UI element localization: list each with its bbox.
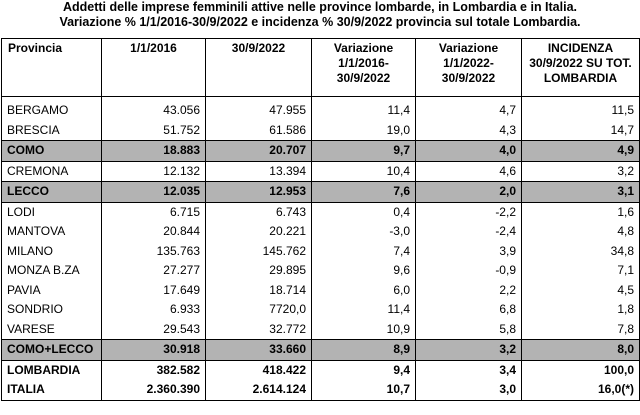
column-header-variazione-2022 <box>416 39 522 97</box>
table-row <box>2 182 640 203</box>
value-cell-incidenza: 7,8 <box>522 320 640 340</box>
value-cell-variazione-2022: 3,0 <box>416 380 522 400</box>
value-cell-date-2022: 6.743 <box>206 202 312 222</box>
value-cell-incidenza: 1,8 <box>522 300 640 320</box>
column-header-provincia <box>2 39 102 97</box>
column-header-line: 1/1/2022- <box>443 56 494 70</box>
column-header-line: 30/9/2022 <box>441 71 496 85</box>
value-cell-date-2016: 6.715 <box>102 202 206 222</box>
value-cell-variazione-2022: 4,0 <box>416 141 522 162</box>
table-title <box>0 0 640 38</box>
value-cell-date-2016: 2.360.390 <box>102 380 206 400</box>
province-name-cell: VARESE <box>2 320 102 340</box>
province-name-cell: MILANO <box>2 242 102 262</box>
title-line-2: Variazione % 1/1/2016-30/9/2022 e incidenza % 30/9/2022 provincia sul totale Lombardia. <box>59 15 581 29</box>
value-cell-incidenza: 100,0 <box>522 360 640 380</box>
column-header-line: Variazione <box>438 41 499 55</box>
column-header-line: 30/9/2022 SU TOT. <box>529 56 632 70</box>
column-header-line: Variazione <box>333 41 394 55</box>
column-header-line: Provincia <box>8 41 63 55</box>
value-cell-variazione-2016-2022: 11,4 <box>312 97 416 121</box>
value-cell-date-2022: 29.895 <box>206 261 312 281</box>
column-header-incidenza <box>522 39 640 97</box>
table-row <box>2 281 640 301</box>
value-cell-incidenza: 3,2 <box>522 161 640 182</box>
province-name-cell: MONZA B.ZA <box>2 261 102 281</box>
value-cell-variazione-2022: 4,6 <box>416 161 522 182</box>
value-cell-variazione-2022: 5,8 <box>416 320 522 340</box>
province-name-cell: MANTOVA <box>2 222 102 242</box>
table-row <box>2 320 640 340</box>
value-cell-date-2016: 12.035 <box>102 182 206 203</box>
value-cell-date-2016: 27.277 <box>102 261 206 281</box>
value-cell-variazione-2016-2022: 10,4 <box>312 161 416 182</box>
value-cell-variazione-2016-2022: 10,9 <box>312 320 416 340</box>
value-cell-incidenza: 3,1 <box>522 182 640 203</box>
value-cell-variazione-2016-2022: 10,7 <box>312 380 416 400</box>
province-name-cell: COMO+LECCO <box>2 340 102 361</box>
table-row <box>2 141 640 162</box>
value-cell-variazione-2016-2022: 7,4 <box>312 242 416 262</box>
value-cell-incidenza: 1,6 <box>522 202 640 222</box>
value-cell-date-2022: 20.221 <box>206 222 312 242</box>
value-cell-incidenza: 11,5 <box>522 97 640 121</box>
value-cell-date-2022: 7720,0 <box>206 300 312 320</box>
table-row <box>2 97 640 121</box>
province-name-cell: BRESCIA <box>2 121 102 141</box>
province-name-cell: LODI <box>2 202 102 222</box>
value-cell-incidenza: 4,9 <box>522 141 640 162</box>
column-header-line: 1/1/2016 <box>130 41 177 55</box>
province-name-cell: COMO <box>2 141 102 162</box>
value-cell-variazione-2016-2022: 11,4 <box>312 300 416 320</box>
value-cell-date-2022: 61.586 <box>206 121 312 141</box>
value-cell-date-2022: 47.955 <box>206 97 312 121</box>
value-cell-variazione-2016-2022: 19,0 <box>312 121 416 141</box>
column-header-variazione-2016-2022 <box>312 39 416 97</box>
value-cell-date-2016: 382.582 <box>102 360 206 380</box>
value-cell-date-2022: 13.394 <box>206 161 312 182</box>
table-row <box>2 222 640 242</box>
table-row <box>2 242 640 262</box>
value-cell-variazione-2016-2022: 9,6 <box>312 261 416 281</box>
column-header-line: 30/9/2022 <box>336 71 391 85</box>
value-cell-variazione-2022: 4,3 <box>416 121 522 141</box>
value-cell-variazione-2016-2022: 9,7 <box>312 141 416 162</box>
value-cell-variazione-2016-2022: 9,4 <box>312 360 416 380</box>
value-cell-variazione-2022: -0,9 <box>416 261 522 281</box>
value-cell-date-2016: 51.752 <box>102 121 206 141</box>
value-cell-incidenza: 14,7 <box>522 121 640 141</box>
table-row <box>2 340 640 361</box>
table-row <box>2 121 640 141</box>
value-cell-incidenza: 4,8 <box>522 222 640 242</box>
value-cell-variazione-2016-2022: 7,6 <box>312 182 416 203</box>
column-header-line: 30/9/2022 <box>231 41 286 55</box>
value-cell-incidenza: 4,5 <box>522 281 640 301</box>
province-name-cell: CREMONA <box>2 161 102 182</box>
data-table <box>1 38 640 401</box>
column-header-line: LOMBARDIA <box>543 71 618 85</box>
value-cell-date-2022: 2.614.124 <box>206 380 312 400</box>
table-body <box>2 97 640 401</box>
value-cell-variazione-2022: 2,0 <box>416 182 522 203</box>
value-cell-variazione-2022: 4,7 <box>416 97 522 121</box>
value-cell-variazione-2016-2022: 6,0 <box>312 281 416 301</box>
value-cell-incidenza: 7,1 <box>522 261 640 281</box>
column-header-date-2022 <box>206 39 312 97</box>
value-cell-variazione-2022: 2,2 <box>416 281 522 301</box>
value-cell-date-2016: 30.918 <box>102 340 206 361</box>
value-cell-date-2022: 18.714 <box>206 281 312 301</box>
value-cell-variazione-2022: -2,2 <box>416 202 522 222</box>
value-cell-date-2022: 20.707 <box>206 141 312 162</box>
value-cell-variazione-2022: 3,9 <box>416 242 522 262</box>
value-cell-incidenza: 34,8 <box>522 242 640 262</box>
value-cell-incidenza: 16,0(*) <box>522 380 640 400</box>
value-cell-variazione-2016-2022: -3,0 <box>312 222 416 242</box>
column-header-line: 1/1/2016- <box>338 56 389 70</box>
province-name-cell: SONDRIO <box>2 300 102 320</box>
province-name-cell: BERGAMO <box>2 97 102 121</box>
table-row <box>2 161 640 182</box>
header-row <box>2 39 640 97</box>
value-cell-date-2016: 18.883 <box>102 141 206 162</box>
table-row <box>2 261 640 281</box>
province-name-cell: LECCO <box>2 182 102 203</box>
value-cell-date-2022: 32.772 <box>206 320 312 340</box>
table-row <box>2 300 640 320</box>
value-cell-date-2016: 135.763 <box>102 242 206 262</box>
value-cell-date-2016: 17.649 <box>102 281 206 301</box>
column-header-date-2016 <box>102 39 206 97</box>
column-header-line: INCIDENZA <box>547 41 614 55</box>
province-name-cell: PAVIA <box>2 281 102 301</box>
value-cell-date-2016: 12.132 <box>102 161 206 182</box>
value-cell-date-2022: 145.762 <box>206 242 312 262</box>
value-cell-date-2022: 33.660 <box>206 340 312 361</box>
value-cell-date-2016: 29.543 <box>102 320 206 340</box>
value-cell-date-2022: 12.953 <box>206 182 312 203</box>
value-cell-variazione-2022: 3,2 <box>416 340 522 361</box>
value-cell-date-2016: 20.844 <box>102 222 206 242</box>
table-row <box>2 360 640 380</box>
title-line-1: Addetti delle imprese femminili attive nelle province lombarde, in Lombardia e in Italia. <box>62 0 578 14</box>
value-cell-variazione-2016-2022: 8,9 <box>312 340 416 361</box>
value-cell-date-2016: 43.056 <box>102 97 206 121</box>
value-cell-variazione-2016-2022: 0,4 <box>312 202 416 222</box>
province-name-cell: ITALIA <box>2 380 102 400</box>
value-cell-incidenza: 8,0 <box>522 340 640 361</box>
value-cell-variazione-2022: 3,4 <box>416 360 522 380</box>
province-name-cell: LOMBARDIA <box>2 360 102 380</box>
value-cell-variazione-2022: 6,8 <box>416 300 522 320</box>
value-cell-variazione-2022: -2,4 <box>416 222 522 242</box>
table-row <box>2 202 640 222</box>
value-cell-date-2016: 6.933 <box>102 300 206 320</box>
table-row <box>2 380 640 400</box>
value-cell-date-2022: 418.422 <box>206 360 312 380</box>
